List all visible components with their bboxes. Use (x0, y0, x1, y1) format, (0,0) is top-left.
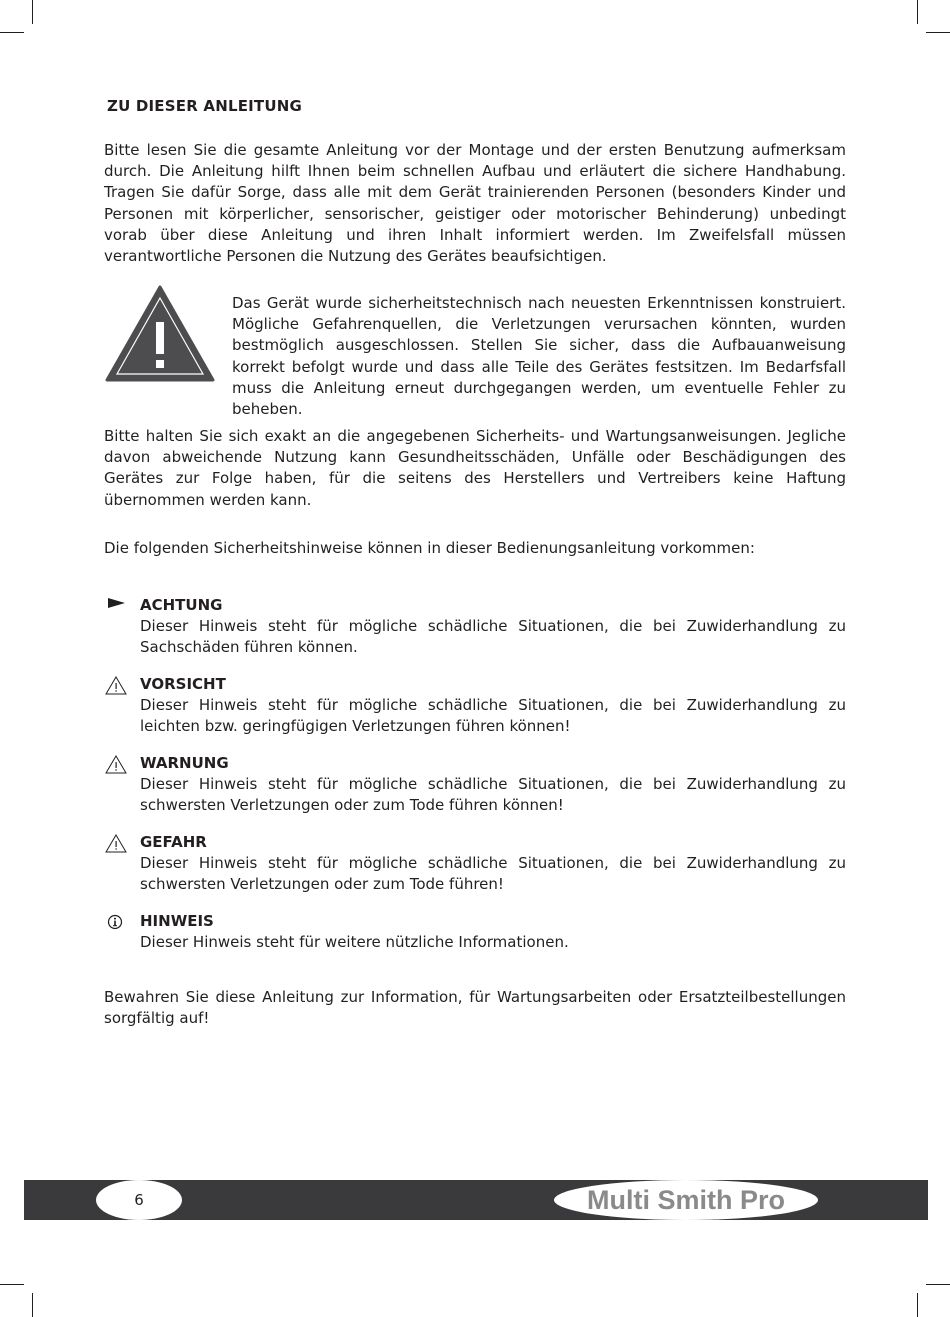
crop-mark-top-right-h (926, 32, 950, 33)
caution-triangle-icon (104, 832, 130, 854)
list-intro: Die folgenden Sicherheitshinweise können in dieser Bedienungsanleitung vorkommen: (104, 539, 755, 557)
safety-paragraph: Bitte halten Sie sich exakt an die angegebenen Sicherheits- und Wartungsanweisungen. Jegliche davon abweichende Nutzung kann Gesundheitsschäden, Unfälle oder Beschädigungen des Gerätes zur Folge haben, für die seitens des Herstellers und Vertreibers keine Haftung übernommen werden kann. (104, 427, 846, 509)
crop-mark-top-left-h (0, 32, 24, 33)
warning-box-text: Das Gerät wurde sicherheitstechnisch nach neuesten Erkenntnissen konstruiert. Mögliche Gefahrenquellen, die Verletzungen verursachen könnten, wurden bestmöglich ausgeschlossen. Stellen Sie sicher, dass die Aufbauanweisung korrekt befolgt wurde und dass alle Teile des Gerätes festsitzen. Im Bedarfsfall muss die Anleitung erneut durchgegangen werden, um eventuelle Fehler zu beheben. (232, 294, 846, 419)
crop-mark-top-right-v (917, 0, 918, 24)
notice-title: GEFAHR (140, 833, 207, 851)
crop-mark-top-left-v (32, 0, 33, 24)
pointer-arrow-icon (104, 595, 130, 617)
notice-text: Dieser Hinweis steht für mögliche schädliche Situationen, die bei Zuwiderhandlung zu schwersten Verletzungen oder zum Tode führen! (140, 854, 846, 894)
crop-mark-bottom-right-v (917, 1293, 918, 1317)
product-name: Multi Smith Pro (554, 1180, 818, 1220)
notice-hinweis (104, 911, 846, 955)
notice-warnung (104, 753, 846, 817)
notice-title: ACHTUNG (140, 596, 223, 614)
notice-text: Dieser Hinweis steht für mögliche schädliche Situationen, die bei Zuwiderhandlung zu schwersten Verletzungen oder zum Tode führen können! (140, 775, 846, 815)
notice-gefahr (104, 832, 846, 896)
caution-triangle-icon (104, 753, 130, 775)
intro-paragraph: Bitte lesen Sie die gesamte Anleitung vor der Montage und der ersten Benutzung aufmerksam durch. Die Anleitung hilft Ihnen beim schnellen Aufbau und erläutert die sichere Handhabung. Tragen Sie dafür Sorge, dass alle mit dem Gerät trainierenden Personen (besonders Kinder und Personen mit körperlicher, sensorischer, geistiger oder motorischer Behinderung) unbedingt vorab über diese Anleitung und ihren Inhalt informiert werden. Im Zweifelsfall müssen verantwortliche Personen die Nutzung des Gerätes beaufsichtigen. (104, 141, 846, 266)
notice-title: VORSICHT (140, 675, 226, 693)
notice-title: WARNUNG (140, 754, 229, 772)
notice-achtung (104, 595, 846, 659)
notice-title: HINWEIS (140, 912, 214, 930)
caution-triangle-icon (104, 674, 130, 696)
closing-paragraph: Bewahren Sie diese Anleitung zur Information, für Wartungsarbeiten oder Ersatzteilbestellungen sorgfältig auf! (104, 988, 846, 1028)
info-circle-icon (104, 911, 130, 933)
notice-vorsicht (104, 674, 846, 738)
warning-triangle-icon (104, 284, 216, 384)
page-number: 6 (96, 1180, 182, 1220)
crop-mark-bottom-right-h (926, 1284, 950, 1285)
notice-text: Dieser Hinweis steht für mögliche schädliche Situationen, die bei Zuwiderhandlung zu Sachschäden führen können. (140, 617, 846, 657)
notice-text: Dieser Hinweis steht für weitere nützliche Informationen. (140, 933, 569, 952)
notice-text: Dieser Hinweis steht für mögliche schädliche Situationen, die bei Zuwiderhandlung zu leichten bzw. geringfügigen Verletzungen führen können! (140, 696, 846, 736)
crop-mark-bottom-left-v (32, 1293, 33, 1317)
page-heading: ZU DIESER ANLEITUNG (107, 97, 303, 115)
crop-mark-bottom-left-h (0, 1284, 24, 1285)
